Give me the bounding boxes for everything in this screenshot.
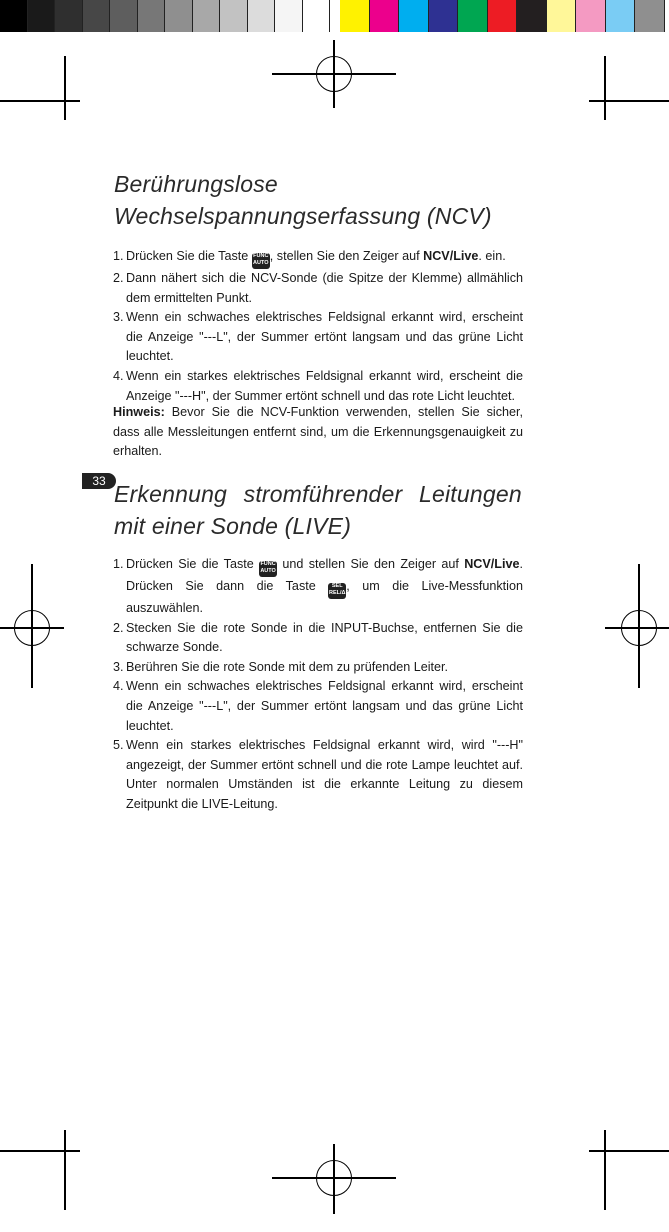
note-label: Hinweis:: [113, 405, 165, 419]
item-number: 3.: [113, 659, 124, 674]
color-swatch: [635, 0, 665, 32]
func-auto-key-icon: FUNC AUTO: [259, 561, 277, 577]
item-number: 1.: [113, 249, 124, 263]
color-swatch: [429, 0, 459, 32]
item-text: . Drücken Sie dann die Taste: [126, 557, 523, 593]
color-swatch: [340, 0, 370, 32]
grey-swatch: [28, 0, 56, 32]
grey-swatch: [83, 0, 111, 32]
sel-rel-key-icon: SEL REL/Δ: [328, 583, 346, 599]
item-number: 4.: [113, 368, 124, 383]
crop-mark: [589, 1150, 669, 1152]
item-text: Wenn ein schwaches elektrisches Feldsignal erkannt wird, erscheint die Anzeige "---L", der Summer ertönt langsam und das grüne Licht leuchtet.: [126, 679, 523, 733]
mode-label: NCV/Live: [464, 557, 520, 571]
color-swatch: [576, 0, 606, 32]
registration-line: [638, 564, 640, 688]
grey-swatch: [138, 0, 166, 32]
live-steps-list: [113, 555, 523, 815]
list-item: [113, 658, 523, 678]
list-item: [113, 619, 523, 658]
crop-mark: [64, 1130, 66, 1210]
list-item: [113, 555, 523, 619]
process-color-swatches: [340, 0, 665, 32]
list-item: [113, 308, 523, 367]
mode-label: NCV/Live: [423, 249, 479, 263]
crop-mark: [589, 100, 669, 102]
section-title-live: [114, 478, 526, 542]
crop-mark: [604, 56, 606, 120]
item-number: 5.: [113, 738, 124, 753]
grey-swatch: [193, 0, 221, 32]
grey-swatch: [220, 0, 248, 32]
title-line: Erkennung stromführender Leitungen: [114, 481, 522, 507]
item-number: 4.: [113, 679, 124, 694]
item-number: 2.: [113, 620, 124, 635]
func-auto-key-icon: FUNC AUTO: [252, 253, 270, 269]
color-swatch: [606, 0, 636, 32]
item-text: , stellen Sie den Zeiger auf: [269, 249, 424, 263]
item-text: und stellen Sie den Zeiger auf: [277, 557, 465, 571]
list-item: [113, 677, 523, 736]
color-swatch: [370, 0, 400, 32]
registration-line: [31, 564, 33, 688]
item-text: Wenn ein starkes elektrisches Feldsignal erkannt wird, wird "---H" angezeigt, der Summer ertönt schnell und die rote Lampe leuchtet auf. Unter normalen Umständen ist die erkannte Leitung zu diesem Zeitpunkt die LIVE-Leitung.: [126, 738, 523, 811]
item-number: 3.: [113, 310, 124, 325]
color-swatch: [547, 0, 577, 32]
registration-line: [605, 627, 669, 629]
crop-mark: [604, 1130, 606, 1210]
grey-swatch: [275, 0, 303, 32]
item-text: Stecken Sie die rote Sonde in die INPUT-Buchse, entfernen Sie die schwarze Sonde.: [126, 620, 523, 655]
grey-swatch: [110, 0, 138, 32]
greyscale-swatches: [0, 0, 330, 32]
item-number: 1.: [113, 557, 124, 571]
list-item: [113, 247, 523, 269]
item-text: . ein.: [478, 249, 506, 263]
crop-mark: [0, 100, 80, 102]
registration-line: [333, 40, 335, 108]
color-swatch: [517, 0, 547, 32]
item-text: Drücken Sie die Taste: [126, 249, 252, 263]
item-text: Berühren Sie die rote Sonde mit dem zu prüfenden Leiter.: [126, 659, 449, 674]
title-line: Berührungslose: [114, 171, 278, 197]
item-text: Wenn ein schwaches elektrisches Feldsignal erkannt wird, erscheint die Anzeige "---L", der Summer ertönt langsam und das grüne Licht leuchtet.: [126, 310, 523, 364]
list-item: [113, 367, 523, 406]
ncv-steps-list: [113, 247, 523, 406]
note-text: Bevor Sie die NCV-Funktion verwenden, stellen Sie sicher, dass alle Messleitungen entfernt sind, um die Erkennungsgenauigkeit zu erhalten.: [113, 405, 523, 459]
registration-line: [333, 1144, 335, 1214]
section-title-ncv: [114, 168, 492, 232]
item-text: Dann nähert sich die NCV-Sonde (die Spitze der Klemme) allmählich dem ermittelten Punkt.: [126, 271, 523, 305]
item-text: Drücken Sie die Taste: [126, 557, 260, 571]
item-text: , um die Live-Messfunktion auszuwählen.: [126, 579, 523, 615]
color-swatch: [488, 0, 518, 32]
title-line: mit einer Sonde (LIVE): [114, 513, 352, 539]
note-paragraph: [113, 403, 523, 462]
color-swatch: [458, 0, 488, 32]
crop-mark: [64, 56, 66, 120]
grey-swatch: [0, 0, 28, 32]
grey-swatch: [303, 0, 331, 32]
grey-swatch: [248, 0, 276, 32]
grey-swatch: [165, 0, 193, 32]
list-item: [113, 269, 523, 308]
item-text: Wenn ein starkes elektrisches Feldsignal erkannt wird, erscheint die Anzeige "---H", der Summer ertönt schnell und das rote Licht leuchtet.: [126, 368, 523, 403]
title-line: Wechselspannungserfassung (NCV): [114, 203, 492, 229]
color-swatch: [399, 0, 429, 32]
crop-mark: [0, 1150, 80, 1152]
grey-swatch: [55, 0, 83, 32]
item-number: 2.: [113, 271, 124, 285]
page-number-tab: 33: [82, 473, 116, 489]
list-item: [113, 736, 523, 814]
